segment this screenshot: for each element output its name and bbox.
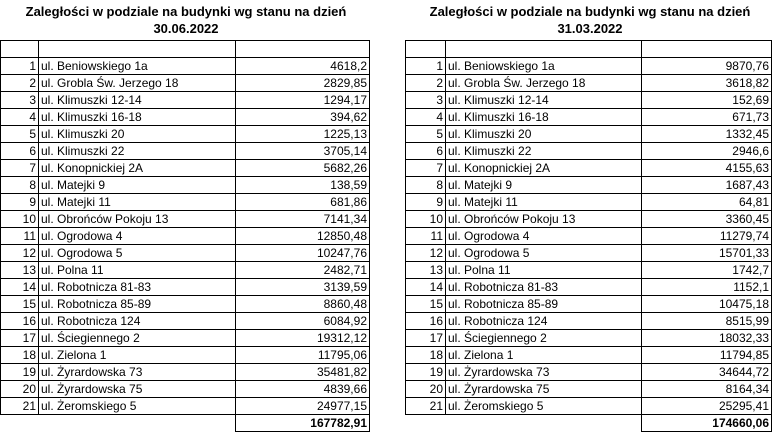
street-name: ul. Robotnicza 81-83	[39, 279, 236, 296]
street-name: ul. Zielona 1	[39, 347, 236, 364]
row-number: 2	[1, 75, 39, 92]
left-title-line1: Zaległości w podziale na budynki wg stanu na dzień	[25, 4, 347, 19]
table-row	[406, 143, 772, 160]
arrears-value: 1225,13	[236, 126, 370, 143]
arrears-value: 18032,33	[642, 330, 772, 347]
street-name: ul. Robotnicza 81-83	[446, 279, 642, 296]
table-row	[406, 109, 772, 126]
right-title	[405, 0, 775, 40]
table-row	[1, 364, 370, 381]
row-number: 12	[1, 245, 39, 262]
arrears-value: 15701,33	[642, 245, 772, 262]
arrears-value: 152,69	[642, 92, 772, 109]
street-name: ul. Żyrardowska 75	[39, 381, 236, 398]
street-name: ul. Ściegiennego 2	[446, 330, 642, 347]
row-number: 19	[406, 364, 446, 381]
arrears-value: 8515,99	[642, 313, 772, 330]
street-name: ul. Zielona 1	[446, 347, 642, 364]
row-number: 20	[406, 381, 446, 398]
street-name: ul. Robotnicza 124	[39, 313, 236, 330]
row-number: 6	[406, 143, 446, 160]
arrears-value: 1332,45	[642, 126, 772, 143]
street-name: ul. Beniowskiego 1a	[39, 58, 236, 75]
table-row	[406, 245, 772, 262]
row-number: 14	[406, 279, 446, 296]
street-name: ul. Żeromskiego 5	[446, 398, 642, 415]
table-row	[406, 92, 772, 109]
table-row	[406, 126, 772, 143]
table-row	[406, 296, 772, 313]
row-number: 15	[1, 296, 39, 313]
table-row	[1, 398, 370, 415]
row-number: 8	[1, 177, 39, 194]
street-name: ul. Klimuszki 22	[39, 143, 236, 160]
table-row	[1, 211, 370, 228]
row-number: 12	[406, 245, 446, 262]
arrears-value: 2482,71	[236, 262, 370, 279]
street-name: ul. Ściegiennego 2	[39, 330, 236, 347]
street-name: ul. Ogrodowa 5	[446, 245, 642, 262]
row-number: 7	[406, 160, 446, 177]
table-row	[1, 228, 370, 245]
street-name: ul. Grobla Św. Jerzego 18	[446, 75, 642, 92]
row-number: 13	[406, 262, 446, 279]
arrears-value: 64,81	[642, 194, 772, 211]
arrears-value: 10247,76	[236, 245, 370, 262]
total-value: 167782,91	[236, 415, 370, 432]
column-gap	[372, 0, 405, 438]
arrears-value: 19312,12	[236, 330, 370, 347]
table-row	[1, 126, 370, 143]
street-name: ul. Matejki 11	[39, 194, 236, 211]
table-row	[406, 347, 772, 364]
row-number: 17	[406, 330, 446, 347]
row-number: 16	[1, 313, 39, 330]
street-name: ul. Polna 11	[39, 262, 236, 279]
street-name: ul. Matejki 11	[446, 194, 642, 211]
row-number: 18	[406, 347, 446, 364]
table-row	[406, 381, 772, 398]
table-row	[1, 75, 370, 92]
row-number: 16	[406, 313, 446, 330]
row-number: 11	[1, 228, 39, 245]
arrears-value: 1152,1	[642, 279, 772, 296]
row-number: 19	[1, 364, 39, 381]
arrears-value: 3139,59	[236, 279, 370, 296]
arrears-value: 8860,48	[236, 296, 370, 313]
street-name: ul. Beniowskiego 1a	[446, 58, 642, 75]
row-number: 1	[1, 58, 39, 75]
arrears-value: 1687,43	[642, 177, 772, 194]
row-number: 17	[1, 330, 39, 347]
arrears-value: 5682,26	[236, 160, 370, 177]
street-name: ul. Klimuszki 12-14	[446, 92, 642, 109]
arrears-value: 10475,18	[642, 296, 772, 313]
arrears-value: 11279,74	[642, 228, 772, 245]
arrears-value: 681,86	[236, 194, 370, 211]
table-header-blank-row	[406, 41, 772, 58]
street-name: ul. Klimuszki 20	[39, 126, 236, 143]
arrears-value: 2946,6	[642, 143, 772, 160]
street-name: ul. Polna 11	[446, 262, 642, 279]
street-name: ul. Klimuszki 16-18	[39, 109, 236, 126]
row-number: 5	[1, 126, 39, 143]
arrears-value: 671,73	[642, 109, 772, 126]
table-row	[406, 160, 772, 177]
street-name: ul. Żyrardowska 75	[446, 381, 642, 398]
arrears-value: 394,62	[236, 109, 370, 126]
street-name: ul. Obrońców Pokoju 13	[39, 211, 236, 228]
row-number: 21	[1, 398, 39, 415]
street-name: ul. Robotnicza 124	[446, 313, 642, 330]
street-name: ul. Żyrardowska 73	[39, 364, 236, 381]
arrears-value: 35481,82	[236, 364, 370, 381]
arrears-value: 3360,45	[642, 211, 772, 228]
arrears-value: 25295,41	[642, 398, 772, 415]
left-title	[0, 0, 372, 40]
street-name: ul. Ogrodowa 4	[446, 228, 642, 245]
table-row	[406, 58, 772, 75]
table-row	[1, 330, 370, 347]
street-name: ul. Matejki 9	[39, 177, 236, 194]
street-name: ul. Konopnickiej 2A	[446, 160, 642, 177]
total-row	[406, 415, 772, 432]
row-number: 21	[406, 398, 446, 415]
table-row	[1, 245, 370, 262]
row-number: 1	[406, 58, 446, 75]
left-title-date: 30.06.2022	[153, 21, 219, 36]
row-number: 10	[1, 211, 39, 228]
table-row	[406, 75, 772, 92]
right-title-line1: Zaległości w podziale na budynki wg stanu na dzień	[429, 4, 751, 19]
street-name: ul. Żyrardowska 73	[446, 364, 642, 381]
street-name: ul. Ogrodowa 5	[39, 245, 236, 262]
right-sheet	[405, 0, 775, 432]
arrears-value: 11795,06	[236, 347, 370, 364]
row-number: 3	[406, 92, 446, 109]
table-row	[406, 398, 772, 415]
street-name: ul. Robotnicza 85-89	[39, 296, 236, 313]
table-row	[406, 194, 772, 211]
arrears-value: 24977,15	[236, 398, 370, 415]
row-number: 9	[1, 194, 39, 211]
arrears-value: 4839,66	[236, 381, 370, 398]
row-number: 13	[1, 262, 39, 279]
table-row	[1, 58, 370, 75]
row-number: 18	[1, 347, 39, 364]
table-row	[1, 347, 370, 364]
left-arrears-table	[0, 40, 370, 432]
table-row	[1, 109, 370, 126]
table-row	[1, 313, 370, 330]
total-row	[1, 415, 370, 432]
table-row	[406, 262, 772, 279]
table-row	[406, 228, 772, 245]
table-row	[406, 211, 772, 228]
table-row	[1, 143, 370, 160]
arrears-value: 7141,34	[236, 211, 370, 228]
row-number: 14	[1, 279, 39, 296]
table-row	[406, 364, 772, 381]
row-number: 10	[406, 211, 446, 228]
row-number: 5	[406, 126, 446, 143]
row-number: 6	[1, 143, 39, 160]
table-header-blank-row	[1, 41, 370, 58]
row-number: 11	[406, 228, 446, 245]
arrears-value: 34644,72	[642, 364, 772, 381]
table-row	[1, 160, 370, 177]
street-name: ul. Grobla Św. Jerzego 18	[39, 75, 236, 92]
arrears-value: 4155,63	[642, 160, 772, 177]
row-number: 2	[406, 75, 446, 92]
street-name: ul. Klimuszki 16-18	[446, 109, 642, 126]
table-row	[1, 279, 370, 296]
arrears-value: 8164,34	[642, 381, 772, 398]
right-title-date: 31.03.2022	[557, 21, 623, 36]
right-arrears-table	[405, 40, 772, 432]
street-name: ul. Żeromskiego 5	[39, 398, 236, 415]
street-name: ul. Konopnickiej 2A	[39, 160, 236, 177]
arrears-value: 1742,7	[642, 262, 772, 279]
row-number: 20	[1, 381, 39, 398]
arrears-value: 3705,14	[236, 143, 370, 160]
row-number: 3	[1, 92, 39, 109]
street-name: ul. Klimuszki 20	[446, 126, 642, 143]
row-number: 4	[1, 109, 39, 126]
table-row	[1, 262, 370, 279]
row-number: 9	[406, 194, 446, 211]
arrears-value: 11794,85	[642, 347, 772, 364]
street-name: ul. Robotnicza 85-89	[446, 296, 642, 313]
table-row	[406, 177, 772, 194]
street-name: ul. Klimuszki 22	[446, 143, 642, 160]
table-row	[1, 92, 370, 109]
street-name: ul. Obrońców Pokoju 13	[446, 211, 642, 228]
arrears-value: 4618,2	[236, 58, 370, 75]
arrears-value: 1294,17	[236, 92, 370, 109]
arrears-value: 6084,92	[236, 313, 370, 330]
table-row	[406, 279, 772, 296]
arrears-value: 9870,76	[642, 58, 772, 75]
street-name: ul. Matejki 9	[446, 177, 642, 194]
street-name: ul. Klimuszki 12-14	[39, 92, 236, 109]
arrears-value: 2829,85	[236, 75, 370, 92]
total-value: 174660,06	[642, 415, 772, 432]
table-row	[406, 313, 772, 330]
arrears-value: 3618,82	[642, 75, 772, 92]
table-row	[406, 330, 772, 347]
table-row	[1, 194, 370, 211]
row-number: 15	[406, 296, 446, 313]
table-row	[1, 296, 370, 313]
row-number: 8	[406, 177, 446, 194]
row-number: 7	[1, 160, 39, 177]
row-number: 4	[406, 109, 446, 126]
arrears-value: 138,59	[236, 177, 370, 194]
table-row	[1, 177, 370, 194]
arrears-value: 12850,48	[236, 228, 370, 245]
left-sheet	[0, 0, 372, 432]
street-name: ul. Ogrodowa 4	[39, 228, 236, 245]
table-row	[1, 381, 370, 398]
